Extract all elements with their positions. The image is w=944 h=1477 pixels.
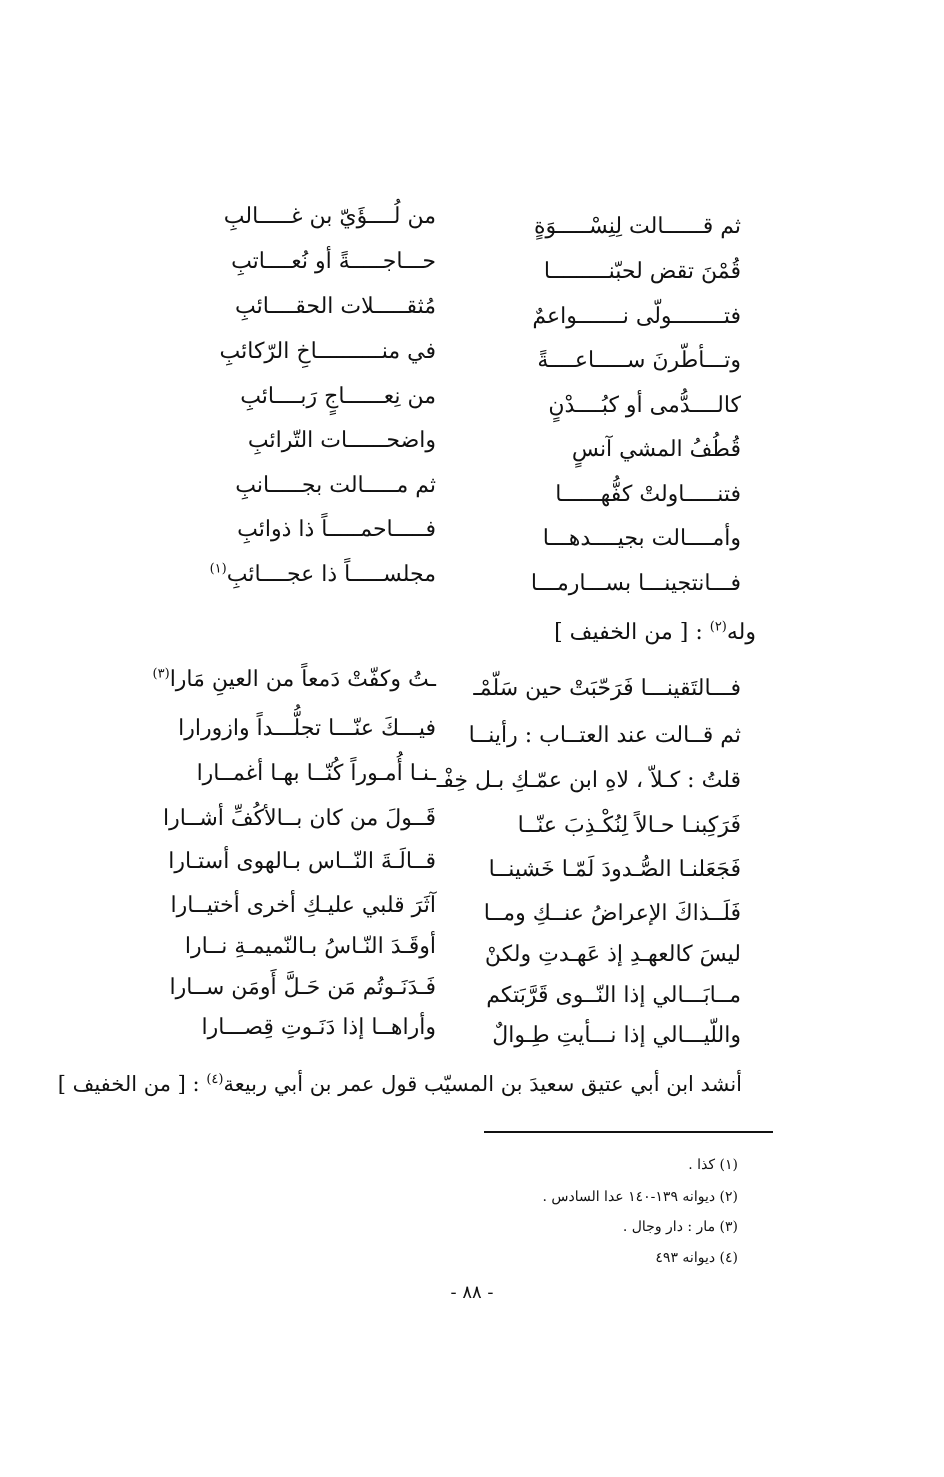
verse-1-7-first: فتنـــــاولتْ كفُّهــــــا: [555, 482, 741, 507]
verse-1-9-first: فـــانتجينـــا بســـارمـــا: [530, 571, 741, 596]
footnote-4: (٤) ديوانه ٤٩٣: [655, 1250, 738, 1266]
footnote-ref-1: (١): [209, 561, 227, 577]
verse-1-3-first: فتــــــــولّى نـــــــواعمٌ: [532, 304, 741, 329]
verse-1-2-first: قُمْنَ تقض لحبّنـــــــــا: [543, 259, 741, 284]
verse-2-7-second: أوقَـدَ النّـاسُ بـالنّميمـةِ نــارا: [184, 934, 436, 959]
verse-1-9-second: مجلســـــاً ذا عجــــائبِ$^{(١)}$: [209, 561, 436, 587]
verse-1-4-first: وتـــأطّرنَ ســـــاعــــةً: [537, 348, 741, 373]
verse-2-5-second: قــالَـةَ النّــاس بـالهوى أستـارا: [168, 849, 436, 874]
verse-2-6-second: آثَرَ قلبي عليـكِ أخرى أختيــارا: [170, 893, 436, 918]
page-number: - ٨٨ -: [450, 1282, 494, 1303]
verse-2-4-first: فَرَكِبنـا حـالاً لِنُكْـذِبَ عنّــا: [517, 813, 741, 838]
poem2-heading: وله$^{(٢)}$ : [ من الخفيف ]: [554, 619, 756, 645]
footnote-3: (٣) مار : دار وجال .: [622, 1219, 738, 1235]
verse-2-5-first: فَجَعَلنـا الصُّـدودَ لَمّـا خَشينــا: [488, 857, 741, 882]
footnote-1: (١) كذا .: [688, 1157, 738, 1173]
verse-2-7-first: ليسَ كالعهـدِ إذ عَهـدتِ ولكنْ: [484, 942, 741, 967]
footnote-2: (٢) ديوانه ١٣٩-١٤٠ عدا السادس .: [542, 1189, 738, 1205]
verse-2-2-first: ثم قــالت عند العتــاب : رأينــا: [468, 723, 741, 748]
verse-1-1-first: ثم قــــــالت لِنِسْـــــوَةٍ: [533, 214, 741, 239]
verse-2-9-first: واللّيـــالي إذا نـــأيتِ طِـوالٌ: [492, 1023, 741, 1048]
verse-1-2-second: حـــاجـــــةً أو نُعــــاتبِ: [231, 249, 436, 274]
verse-1-8-first: وأمــــالت بجيــــدهـــا: [542, 526, 741, 551]
footnote-ref-2: (٢): [709, 619, 727, 635]
verse-1-7-second: ثم مـــــالت بجـــــانبِ: [235, 473, 436, 498]
verse-2-2-second: فيـــكَ عنّـــا تجلُّـــداً وازورارا: [178, 716, 436, 741]
verse-2-4-second: قَــولَ من كان بــالأكُفِّ أشــارا: [163, 806, 436, 831]
verse-2-3-first: قلتُ : كـلاّ ، لاهِ ابن عمّـكِ بـل خِفْـ: [436, 768, 741, 793]
verse-1-4-second: في منــــــــــاخِ الرّكائبِ: [219, 339, 436, 364]
verse-1-1-second: من لُــــؤَيّ بن غـــــالبِ: [223, 204, 436, 229]
verse-2-3-second: ـنـا أُمـوراً كُنّــا بهـا أغمــارا: [196, 761, 436, 786]
verse-1-6-second: واضحــــــات التّرائبِ: [247, 428, 436, 453]
verse-2-8-first: مــابَـــالي إذا النّــوى قَرَّبَتكم: [486, 983, 741, 1008]
verse-2-1-second: ـتُ وكفّتْ دَمعاً من العينِ مَارا$^{(٣)}$: [152, 666, 436, 692]
footnote-ref-4: (٤): [206, 1072, 224, 1087]
verse-2-8-second: فَـدَنَـوتُم مَن حَـلَّ أَومَن ســارا: [169, 975, 436, 1000]
verse-2-9-second: وأراهــا إذا دَنَـوتِ قِصـــارا: [201, 1015, 436, 1040]
verse-1-5-second: من نِعــــــاجٍ رَبــــائبِ: [240, 384, 436, 409]
verse-1-5-first: كالــــدُّمى أو كبُــــدْنٍ: [548, 393, 741, 418]
verse-1-8-second: فـــــاحمـــــاً ذا ذوائبِ: [237, 517, 436, 542]
verse-1-3-second: مُثقـــــلات الحقــــائبِ: [235, 294, 436, 319]
anecdote-title: أنشد ابن أبي عتيق سعيدَ بن المسيّب قول عمر بن أبي ربيعة$^{(٤)}$ : [ من الخفيف ]: [57, 1072, 742, 1096]
footnote-ref-3: (٣): [152, 666, 170, 682]
verse-2-6-first: فَلَــذاكَ الإعراضُ عنــكِ ومــا: [483, 901, 741, 926]
footnote-divider: [484, 1131, 773, 1133]
verse-2-1-first: فـــالتَقينـــا فَرَحّبَتْ حين سَلّمْـ: [473, 676, 741, 701]
verse-1-6-first: قُطُفُ المشي آنسٍ: [571, 437, 741, 462]
